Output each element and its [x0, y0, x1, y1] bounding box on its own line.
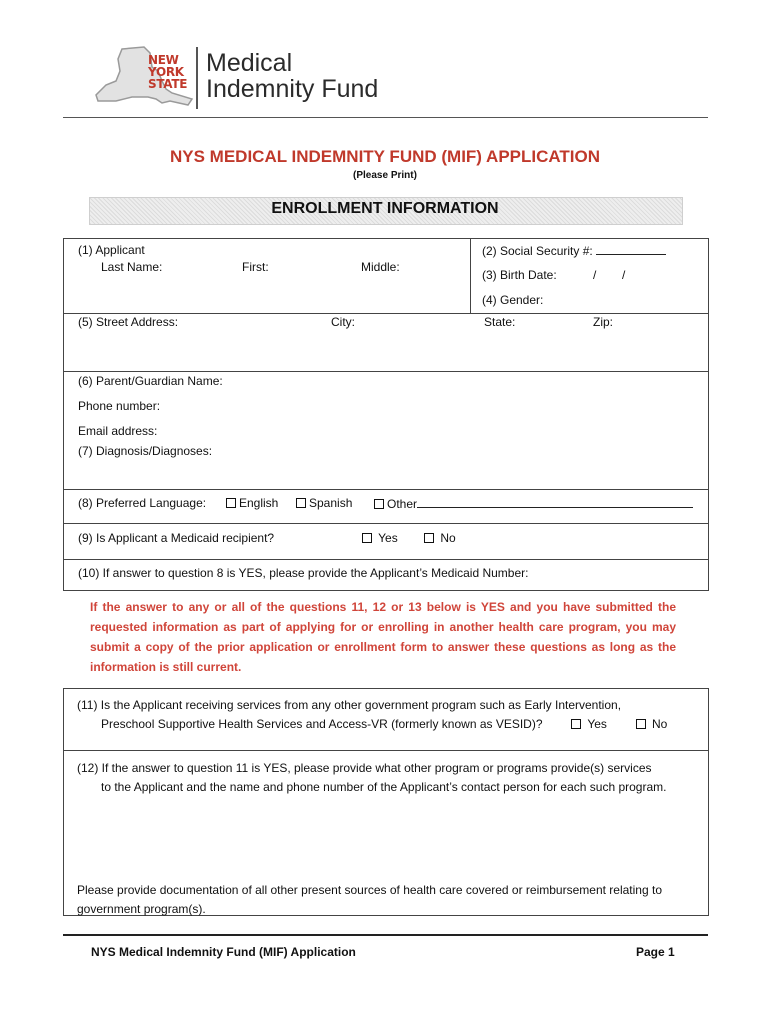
- other-program-no-option[interactable]: [636, 717, 668, 731]
- birth-date-separator: /: [593, 268, 597, 282]
- table-divider: [63, 559, 709, 560]
- option-label: Yes: [378, 531, 398, 545]
- checkbox-icon[interactable]: [374, 499, 384, 509]
- ssn-field[interactable]: [482, 243, 666, 258]
- page-subtitle: (Please Print): [353, 170, 417, 181]
- option-label: No: [651, 717, 668, 731]
- page-number: Page 1: [636, 945, 675, 959]
- preferred-language-label: (8) Preferred Language:: [78, 496, 207, 510]
- checkbox-icon[interactable]: [636, 719, 646, 729]
- medicaid-yes-option[interactable]: [362, 531, 398, 545]
- section-title: ENROLLMENT INFORMATION: [271, 200, 499, 217]
- checkbox-icon[interactable]: [424, 533, 434, 543]
- other-program-question: [77, 696, 667, 734]
- option-label: English: [239, 496, 279, 510]
- documentation-note: Please provide documentation of all other present sources of health care covered or reimbursement relating to government program(s).: [77, 883, 662, 916]
- option-label: Other: [387, 497, 418, 511]
- table-divider: [63, 371, 709, 372]
- table-divider: [63, 489, 709, 490]
- table-divider: [63, 750, 709, 751]
- email-address-field[interactable]: Email address:: [78, 424, 158, 438]
- phone-number-field[interactable]: Phone number:: [78, 399, 161, 413]
- applicant-label: (1) Applicant: [78, 243, 145, 257]
- page-title: NYS MEDICAL INDEMNITY FUND (MIF) APPLICATION: [169, 147, 601, 166]
- option-label: Spanish: [309, 496, 353, 510]
- notice-text: If the answer to any or all of the questions 11, 12 or 13 below is YES and you have submitted the requested information as part of applying for or enrolling in another health care program, you may submit a copy of the prior application or enrollment form to answer these questions as long as the information is still current.: [90, 600, 676, 674]
- other-language-blank[interactable]: [417, 496, 693, 508]
- checkbox-icon[interactable]: [571, 719, 581, 729]
- question-line: (11) Is the Applicant receiving services from any other government program such as Early Intervention,: [77, 698, 622, 712]
- logo-state-text: [148, 54, 198, 90]
- medicaid-number-field[interactable]: (10) If answer to question 8 is YES, please provide the Applicant’s Medicaid Number:: [78, 566, 529, 580]
- checkbox-icon[interactable]: [362, 533, 372, 543]
- parent-guardian-field[interactable]: (6) Parent/Guardian Name:: [78, 374, 223, 388]
- logo-state-line: YORK: [148, 65, 184, 79]
- logo-state-line: NEW: [148, 53, 179, 67]
- other-program-yes-option[interactable]: [571, 717, 607, 731]
- question-line: (12) If the answer to question 11 is YES, please provide what other program or programs provide(s) services: [77, 761, 652, 775]
- table-divider: [470, 238, 471, 313]
- table-divider: [63, 523, 709, 524]
- checkbox-icon[interactable]: [296, 498, 306, 508]
- birth-date-separator: /: [622, 268, 626, 282]
- question-line: to the Applicant and the name and phone number of the Applicant’s contact person for each such program.: [101, 780, 667, 794]
- question-line: Preschool Supportive Health Services and Access-VR (formerly known as VESID)?: [101, 717, 543, 731]
- table-divider: [63, 313, 709, 314]
- middle-name-field[interactable]: Middle:: [361, 260, 400, 274]
- logo-name-line: Indemnity Fund: [206, 75, 379, 103]
- city-field[interactable]: City:: [331, 315, 355, 329]
- language-option-other[interactable]: [374, 496, 693, 511]
- question-line-options: [77, 715, 667, 734]
- logo-divider: [196, 47, 198, 109]
- birth-date-label: (3) Birth Date:: [482, 268, 557, 282]
- footer-title: NYS Medical Indemnity Fund (MIF) Application: [91, 945, 356, 959]
- logo-name-line: Medical: [206, 49, 293, 77]
- gender-field[interactable]: (4) Gender:: [482, 293, 544, 307]
- logo-name: [206, 50, 378, 102]
- option-label: Yes: [587, 717, 607, 731]
- first-name-field[interactable]: First:: [242, 260, 269, 274]
- option-label: No: [440, 531, 456, 545]
- street-address-field[interactable]: (5) Street Address:: [78, 315, 179, 329]
- medicaid-question: (9) Is Applicant a Medicaid recipient?: [78, 531, 275, 545]
- language-option-spanish[interactable]: [296, 496, 352, 510]
- state-field[interactable]: State:: [484, 315, 516, 329]
- language-option-english[interactable]: [226, 496, 278, 510]
- header-rule: [63, 117, 708, 118]
- program-details-field[interactable]: [77, 759, 701, 797]
- checkbox-icon[interactable]: [226, 498, 236, 508]
- logo-state-line: STATE: [148, 77, 188, 91]
- ssn-blank[interactable]: [596, 243, 666, 255]
- medicaid-no-option[interactable]: [424, 531, 456, 545]
- last-name-field[interactable]: Last Name:: [101, 260, 163, 274]
- diagnosis-field[interactable]: (7) Diagnosis/Diagnoses:: [78, 444, 213, 458]
- zip-field[interactable]: Zip:: [593, 315, 614, 329]
- footer-rule: [63, 934, 708, 936]
- ssn-label: (2) Social Security #:: [482, 244, 593, 258]
